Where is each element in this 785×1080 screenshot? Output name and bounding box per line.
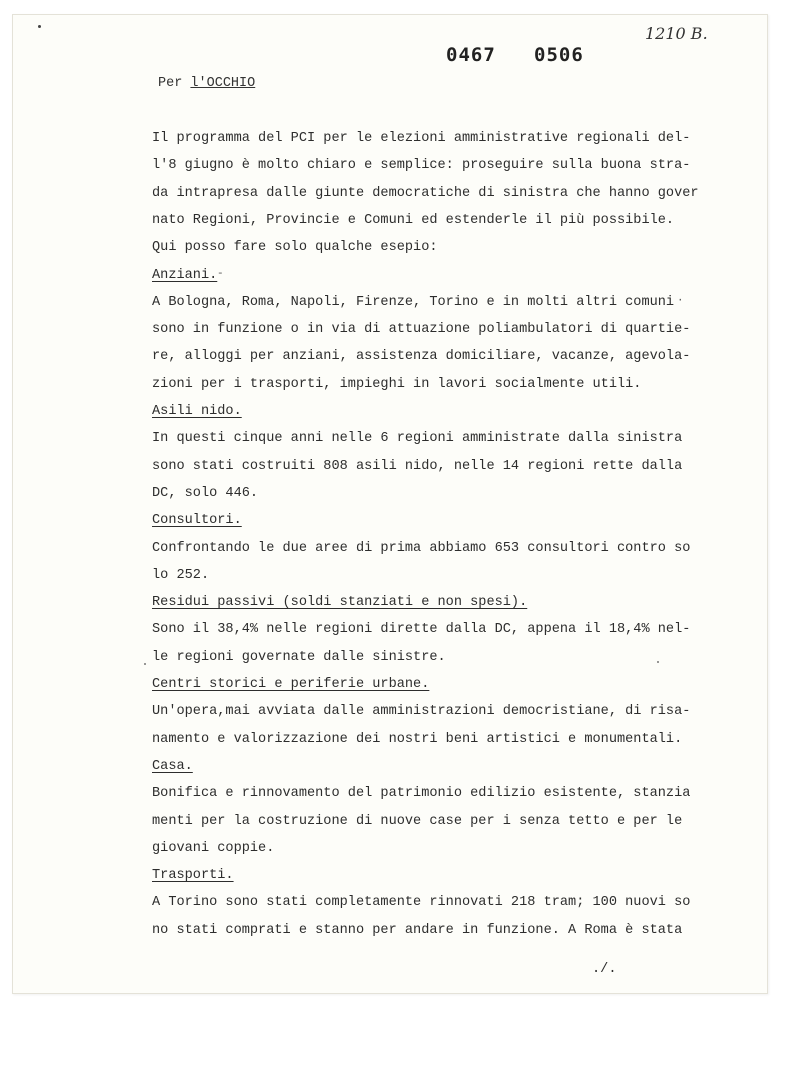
document-number-primary: 0467 [446, 44, 496, 66]
section-heading: Centri storici e periferie urbane. [152, 677, 430, 692]
body-text-line: giovani coppie. [152, 841, 275, 856]
section-heading: Anziani. [152, 268, 218, 283]
stray-dash: - [217, 268, 224, 280]
body-text-line: Il programma del PCI per le elezioni amministrative regionali del- [152, 131, 691, 146]
stray-dash: · [677, 295, 684, 307]
section-heading: Asili nido. [152, 404, 242, 419]
section-heading: Casa. [152, 759, 193, 774]
body-text-line: sono stati costruiti 808 asili nido, nelle 14 regioni rette dalla [152, 459, 683, 474]
body-text-line: l'8 giugno è molto chiaro e semplice: proseguire sulla buona stra- [152, 158, 691, 173]
body-text-line: sono in funzione o in via di attuazione poliambulatori di quartie- [152, 322, 691, 337]
section-heading: Residui passivi (soldi stanziati e non spesi). [152, 595, 528, 610]
body-text-line: Confrontando le due aree di prima abbiamo 653 consultori contro so [152, 541, 691, 556]
stray-dot [657, 661, 659, 663]
body-text-line: zioni per i trasporti, impieghi in lavori socialmente utili. [152, 377, 642, 392]
body-text-line: Sono il 38,4% nelle regioni dirette dalla DC, appena il 18,4% nel- [152, 622, 691, 637]
header-title: l'OCCHIO [190, 76, 256, 91]
body-text-line: menti per la costruzione di nuove case per i senza tetto e per le [152, 814, 683, 829]
document-number-secondary: 0506 [534, 44, 584, 66]
continuation-mark: ./. [592, 962, 617, 977]
header-prefix: Per [158, 76, 183, 91]
body-text-line: Qui posso fare solo qualche esepio: [152, 240, 438, 255]
body-text-line: In questi cinque anni nelle 6 regioni amministrate dalla sinistra [152, 431, 683, 446]
body-text-line: nato Regioni, Provincie e Comuni ed estenderle il più possibile. [152, 213, 675, 228]
body-text-line: A Bologna, Roma, Napoli, Firenze, Torino e in molti altri comuni [152, 295, 675, 310]
document-header [158, 76, 255, 91]
stray-mark [38, 25, 41, 28]
body-text-line: lo 252. [152, 568, 210, 583]
stray-dot [144, 663, 146, 665]
body-text-line: da intrapresa dalle giunte democratiche di sinistra che hanno gover [152, 186, 699, 201]
handwritten-reference: 1210 B. [645, 24, 708, 43]
body-text-line: le regioni governate dalle sinistre. [152, 650, 446, 665]
body-text-line: A Torino sono stati completamente rinnovati 218 tram; 100 nuovi so [152, 895, 691, 910]
body-text-line: Un'opera,mai avviata dalle amministrazioni democristiane, di risa- [152, 704, 691, 719]
section-heading: Trasporti. [152, 868, 234, 883]
body-text-line: Bonifica e rinnovamento del patrimonio edilizio esistente, stanzia [152, 786, 691, 801]
body-text-line: no stati comprati e stanno per andare in funzione. A Roma è stata [152, 923, 683, 938]
section-heading: Consultori. [152, 513, 242, 528]
body-text-line: namento e valorizzazione dei nostri beni artistici e monumentali. [152, 732, 683, 747]
body-text-line: DC, solo 446. [152, 486, 259, 501]
body-text-line: re, alloggi per anziani, assistenza domiciliare, vacanze, agevola- [152, 349, 691, 364]
